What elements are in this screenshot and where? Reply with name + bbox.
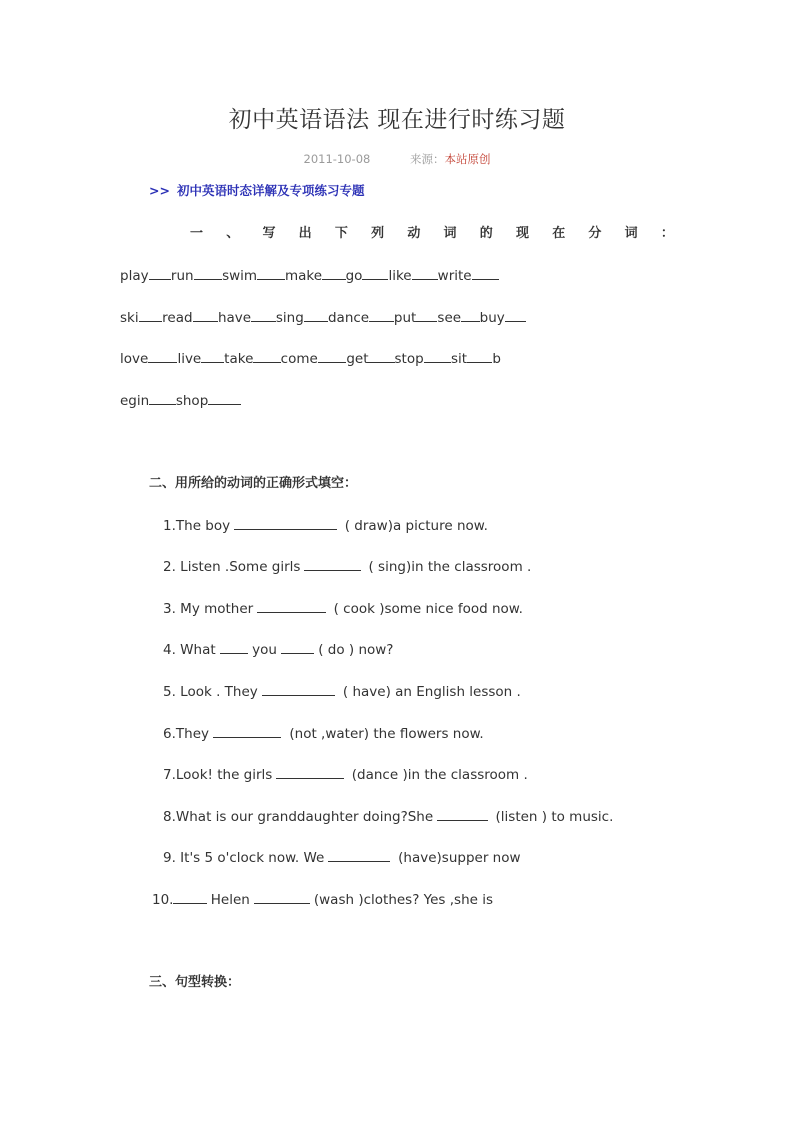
verb-word: read xyxy=(162,310,193,326)
answer-blank[interactable] xyxy=(437,806,487,821)
question-text: (listen ) to music. xyxy=(495,809,614,825)
question-text: you xyxy=(252,642,277,658)
answer-blank[interactable] xyxy=(257,265,285,280)
question-text: My mother xyxy=(180,601,254,617)
verb-word: put xyxy=(393,310,417,326)
verb-word: shop xyxy=(175,393,209,409)
related-topic-link[interactable] xyxy=(149,181,364,199)
question-text: 4. xyxy=(163,642,181,658)
answer-blank[interactable] xyxy=(262,681,335,696)
question-text: It's 5 o'clock now. We xyxy=(180,850,325,866)
answer-blank[interactable] xyxy=(139,307,163,322)
question-item xyxy=(152,889,493,908)
question-item xyxy=(163,639,393,658)
answer-blank[interactable] xyxy=(201,348,224,363)
question-text: 2. xyxy=(163,559,181,575)
question-item xyxy=(163,806,613,825)
answer-blank[interactable] xyxy=(416,307,437,322)
verb-word: have xyxy=(217,310,252,326)
question-text: 8. xyxy=(163,809,176,825)
answer-blank[interactable] xyxy=(254,889,310,904)
heading-char: 一 xyxy=(190,226,204,241)
heading-char: 、 xyxy=(226,226,240,241)
answer-blank[interactable] xyxy=(193,307,218,322)
question-item xyxy=(163,515,488,534)
verb-word: make xyxy=(284,268,323,284)
section1-heading xyxy=(190,222,674,241)
answer-blank[interactable] xyxy=(461,307,480,322)
heading-char: 列 xyxy=(371,226,385,241)
verb-word: get xyxy=(346,351,369,367)
verb-word: sit xyxy=(450,351,468,367)
heading-char: 现 xyxy=(515,226,529,241)
verb-word: live xyxy=(177,351,202,367)
question-item xyxy=(163,681,521,700)
answer-blank[interactable] xyxy=(148,348,177,363)
publish-date: 2011-10-08 xyxy=(303,152,371,166)
question-item xyxy=(163,847,521,866)
verb-word: come xyxy=(280,351,318,367)
verb-word: egin xyxy=(120,393,150,409)
question-item xyxy=(163,598,523,617)
question-text: ( sing)in the classroom . xyxy=(368,559,532,575)
heading-char: 词 xyxy=(624,226,638,241)
question-text: (dance )in the classroom . xyxy=(351,767,528,783)
answer-blank[interactable] xyxy=(276,764,343,779)
page-title: 初中英语语法 现在进行时练习题 xyxy=(228,107,566,133)
verb-word: sing xyxy=(275,310,304,326)
answer-blank[interactable] xyxy=(318,348,347,363)
verb-word: like xyxy=(388,268,412,284)
verb-word: run xyxy=(170,268,194,284)
answer-blank[interactable] xyxy=(472,265,499,280)
verb-word: play xyxy=(120,268,149,284)
source-label: 来源： xyxy=(410,152,445,166)
question-text: 6. xyxy=(163,726,176,742)
heading-char: 动 xyxy=(407,226,421,241)
question-text: What xyxy=(180,642,216,658)
verb-word: swim xyxy=(222,268,258,284)
question-text: Look . They xyxy=(180,684,258,700)
answer-blank[interactable] xyxy=(412,265,438,280)
verb-word: dance xyxy=(327,310,370,326)
verb-word: take xyxy=(224,351,254,367)
question-text: 7. xyxy=(163,767,176,783)
question-text: 9. xyxy=(163,850,181,866)
answer-blank[interactable] xyxy=(304,307,328,322)
answer-blank[interactable] xyxy=(424,348,451,363)
answer-blank[interactable] xyxy=(234,515,337,530)
question-item xyxy=(163,723,484,742)
answer-blank[interactable] xyxy=(369,307,394,322)
heading-char: 词 xyxy=(443,226,457,241)
verb-line xyxy=(120,307,526,326)
answer-blank[interactable] xyxy=(304,556,360,571)
answer-blank[interactable] xyxy=(505,307,526,322)
question-text: ( cook )some nice food now. xyxy=(333,601,523,617)
question-text: 3. xyxy=(163,601,181,617)
question-text: What is our granddaughter doing?She xyxy=(175,809,434,825)
answer-blank[interactable] xyxy=(194,265,223,280)
verb-word: ski xyxy=(120,310,139,326)
answer-blank[interactable] xyxy=(467,348,492,363)
section3-heading: 三、句型转换： xyxy=(149,975,241,990)
heading-char: 下 xyxy=(334,226,348,241)
question-text: Look! the girls xyxy=(175,767,273,783)
question-text: ( draw)a picture now. xyxy=(344,518,488,534)
answer-blank[interactable] xyxy=(149,265,171,280)
answer-blank[interactable] xyxy=(208,390,240,405)
verb-word: b xyxy=(492,351,501,367)
heading-char: 出 xyxy=(298,226,312,241)
verb-word: go xyxy=(345,268,363,284)
verb-line xyxy=(120,348,501,367)
answer-blank[interactable] xyxy=(251,307,276,322)
answer-blank[interactable] xyxy=(328,847,390,862)
question-text: ( have) an English lesson . xyxy=(342,684,521,700)
question-text: Helen xyxy=(210,892,250,908)
heading-char: 分 xyxy=(588,226,602,241)
heading-char: 写 xyxy=(262,226,276,241)
question-text: (wash )clothes? Yes ,she is xyxy=(313,892,494,908)
question-text: The boy xyxy=(175,518,231,534)
question-text: Listen .Some girls xyxy=(180,559,301,575)
heading-char: 在 xyxy=(552,226,566,241)
verb-line xyxy=(120,390,241,409)
heading-char: ： xyxy=(660,226,674,241)
answer-blank[interactable] xyxy=(362,265,388,280)
question-text: 10. xyxy=(152,892,174,908)
answer-blank[interactable] xyxy=(257,598,325,613)
answer-blank[interactable] xyxy=(149,390,176,405)
heading-char: 的 xyxy=(479,226,493,241)
question-text: ( do ) now? xyxy=(318,642,394,658)
question-text: 1. xyxy=(163,518,176,534)
question-item xyxy=(163,764,528,783)
related-topic-label: 初中英语时态详解及专项练习专题 xyxy=(176,183,365,198)
source-value: 本站原创 xyxy=(444,152,491,166)
answer-blank[interactable] xyxy=(253,348,280,363)
question-text: They xyxy=(175,726,209,742)
answer-blank[interactable] xyxy=(213,723,281,738)
question-text: (have)supper now xyxy=(398,850,521,866)
answer-blank[interactable] xyxy=(220,639,249,654)
answer-blank[interactable] xyxy=(281,639,314,654)
answer-blank[interactable] xyxy=(173,889,206,904)
question-text: 5. xyxy=(163,684,181,700)
question-item xyxy=(163,556,531,575)
verb-line xyxy=(120,265,499,284)
section2-heading: 二、用所给的动词的正确形式填空： xyxy=(149,476,358,491)
double-arrow-icon: >> xyxy=(149,183,170,198)
verb-word: love xyxy=(120,351,149,367)
question-text: (not ,water) the flowers now. xyxy=(289,726,484,742)
answer-blank[interactable] xyxy=(322,265,346,280)
verb-word: write xyxy=(437,268,472,284)
verb-word: buy xyxy=(479,310,505,326)
article-meta xyxy=(0,151,794,167)
verb-word: see xyxy=(437,310,462,326)
verb-word: stop xyxy=(394,351,424,367)
answer-blank[interactable] xyxy=(368,348,394,363)
